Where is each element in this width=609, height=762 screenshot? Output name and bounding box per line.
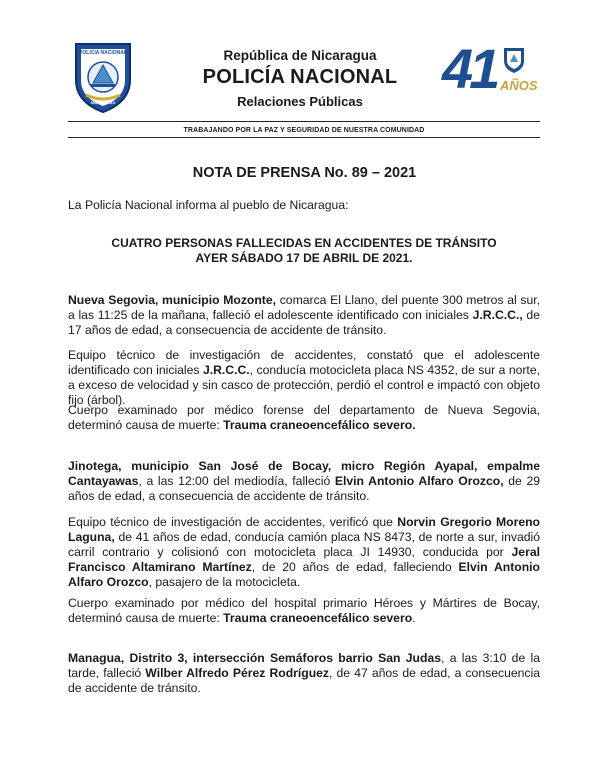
headline xyxy=(68,236,540,266)
text-run: Equipo técnico de investigación de accidentes, verificó que xyxy=(68,515,398,529)
paragraph-cause-1 xyxy=(68,403,540,433)
paragraph-jinotega xyxy=(68,459,540,504)
badge-top-text: POLICIA NACIONAL xyxy=(79,50,127,56)
anniversary-number: 41 xyxy=(442,37,497,100)
mini-badge-icon xyxy=(502,46,526,74)
motto: TRABAJANDO POR LA PAZ Y SEGURIDAD DE NUESTRA COMUNIDAD xyxy=(183,127,425,134)
paragraph-managua xyxy=(68,651,540,696)
anniversary-logo xyxy=(440,37,540,106)
initials-bold: J.R.C.C., xyxy=(472,308,523,322)
text-run: , pasajero de la motocicleta. xyxy=(148,575,301,589)
text-run: Cuerpo examinado por médico del hospital primario Héroes y Mártires de Bocay, determinó causa de muerte: xyxy=(68,596,540,625)
headline-line-2: AYER SÁBADO 17 DE ABRIL DE 2021. xyxy=(195,251,413,265)
text-run: Cuerpo examinado por médico forense del departamento de Nueva Segovia, determinó causa de muerte: xyxy=(68,403,540,432)
text-run: . xyxy=(412,611,416,625)
location-bold: Jinotega, municipio San José de Bocay, micro Región Ayapal, empalme Cantayawas xyxy=(68,459,540,488)
name-bold: Norvin Gregorio Moreno Laguna, xyxy=(68,515,540,544)
cause-bold: Trauma craneoencefálico severo xyxy=(223,611,413,625)
initials-bold: J.R.C.C. xyxy=(202,363,250,377)
text-run: , a las 12:00 del mediodía, falleció xyxy=(138,474,335,488)
paragraph-nueva-segovia xyxy=(68,293,540,338)
badge-bottom-text: NICARAGUA xyxy=(90,100,116,105)
paragraph-investigation-2 xyxy=(68,515,540,590)
location-bold: Nueva Segovia, municipio Mozonte, xyxy=(68,293,277,307)
name-bold: Wilber Alfredo Pérez Rodríguez xyxy=(145,666,330,680)
text-run: , de 20 años de edad, falleciendo xyxy=(251,560,459,574)
headline-line-1: CUATRO PERSONAS FALLECIDAS EN ACCIDENTES DE TRÁNSITO xyxy=(111,236,497,250)
text-run: , de 47 años de edad, a consecuencia de accidente de tránsito. xyxy=(68,666,540,695)
country-name: República de Nicaragua xyxy=(223,48,377,63)
text-run: de 41 años de edad, conducía camión placa NS 8473, de norte a sur, invadió carril contrario y colisionó con motocicleta placa JI 14930, conducida por xyxy=(68,530,540,559)
cause-bold: Trauma craneoencefálico severo. xyxy=(223,418,416,432)
police-badge-logo xyxy=(72,40,134,114)
anniversary-word: AÑOS xyxy=(500,78,538,93)
name-bold: Elvin Antonio Alfaro Orozco xyxy=(68,560,540,589)
name-bold: Elvin Antonio Alfaro Orozco, xyxy=(334,474,504,488)
location-bold: Managua, Distrito 3, intersección Semáforos barrio San Judas xyxy=(68,651,442,665)
name-bold: Jeral Francisco Altamirano Martínez xyxy=(68,545,540,574)
paragraph-cause-2 xyxy=(68,596,540,626)
text-run: de 29 años de edad, a consecuencia de accidente de tránsito. xyxy=(68,474,540,503)
text-run: de 17 años de edad, a consecuencia de accidente de tránsito. xyxy=(68,308,540,337)
header-rule-top xyxy=(68,121,540,122)
header-rule-bottom xyxy=(68,137,540,138)
text-run: , conducía motocicleta placa NS 4352, de sur a norte, a exceso de velocidad y sin casco de protección, perdió el control e impactó con objeto fijo (árbol). xyxy=(68,363,540,407)
org-name: POLICÍA NACIONAL xyxy=(202,66,398,88)
press-release-title: NOTA DE PRENSA No. 89 – 2021 xyxy=(192,165,417,181)
intro-text: La Policía Nacional informa al pueblo de Nicaragua: xyxy=(68,198,349,212)
department-name: Relaciones Públicas xyxy=(237,94,363,109)
text-run: , a las 3:10 de la tarde, falleció xyxy=(68,651,541,680)
paragraph-investigation-1 xyxy=(68,348,540,408)
text-run: Equipo técnico de investigación de accidentes, constató que el adolescente identificado con iniciales xyxy=(68,348,540,377)
text-run: comarca El Llano, del puente 300 metros al sur, a las 11:25 de la mañana, falleció el adolescente identificado con iniciales xyxy=(68,293,540,322)
